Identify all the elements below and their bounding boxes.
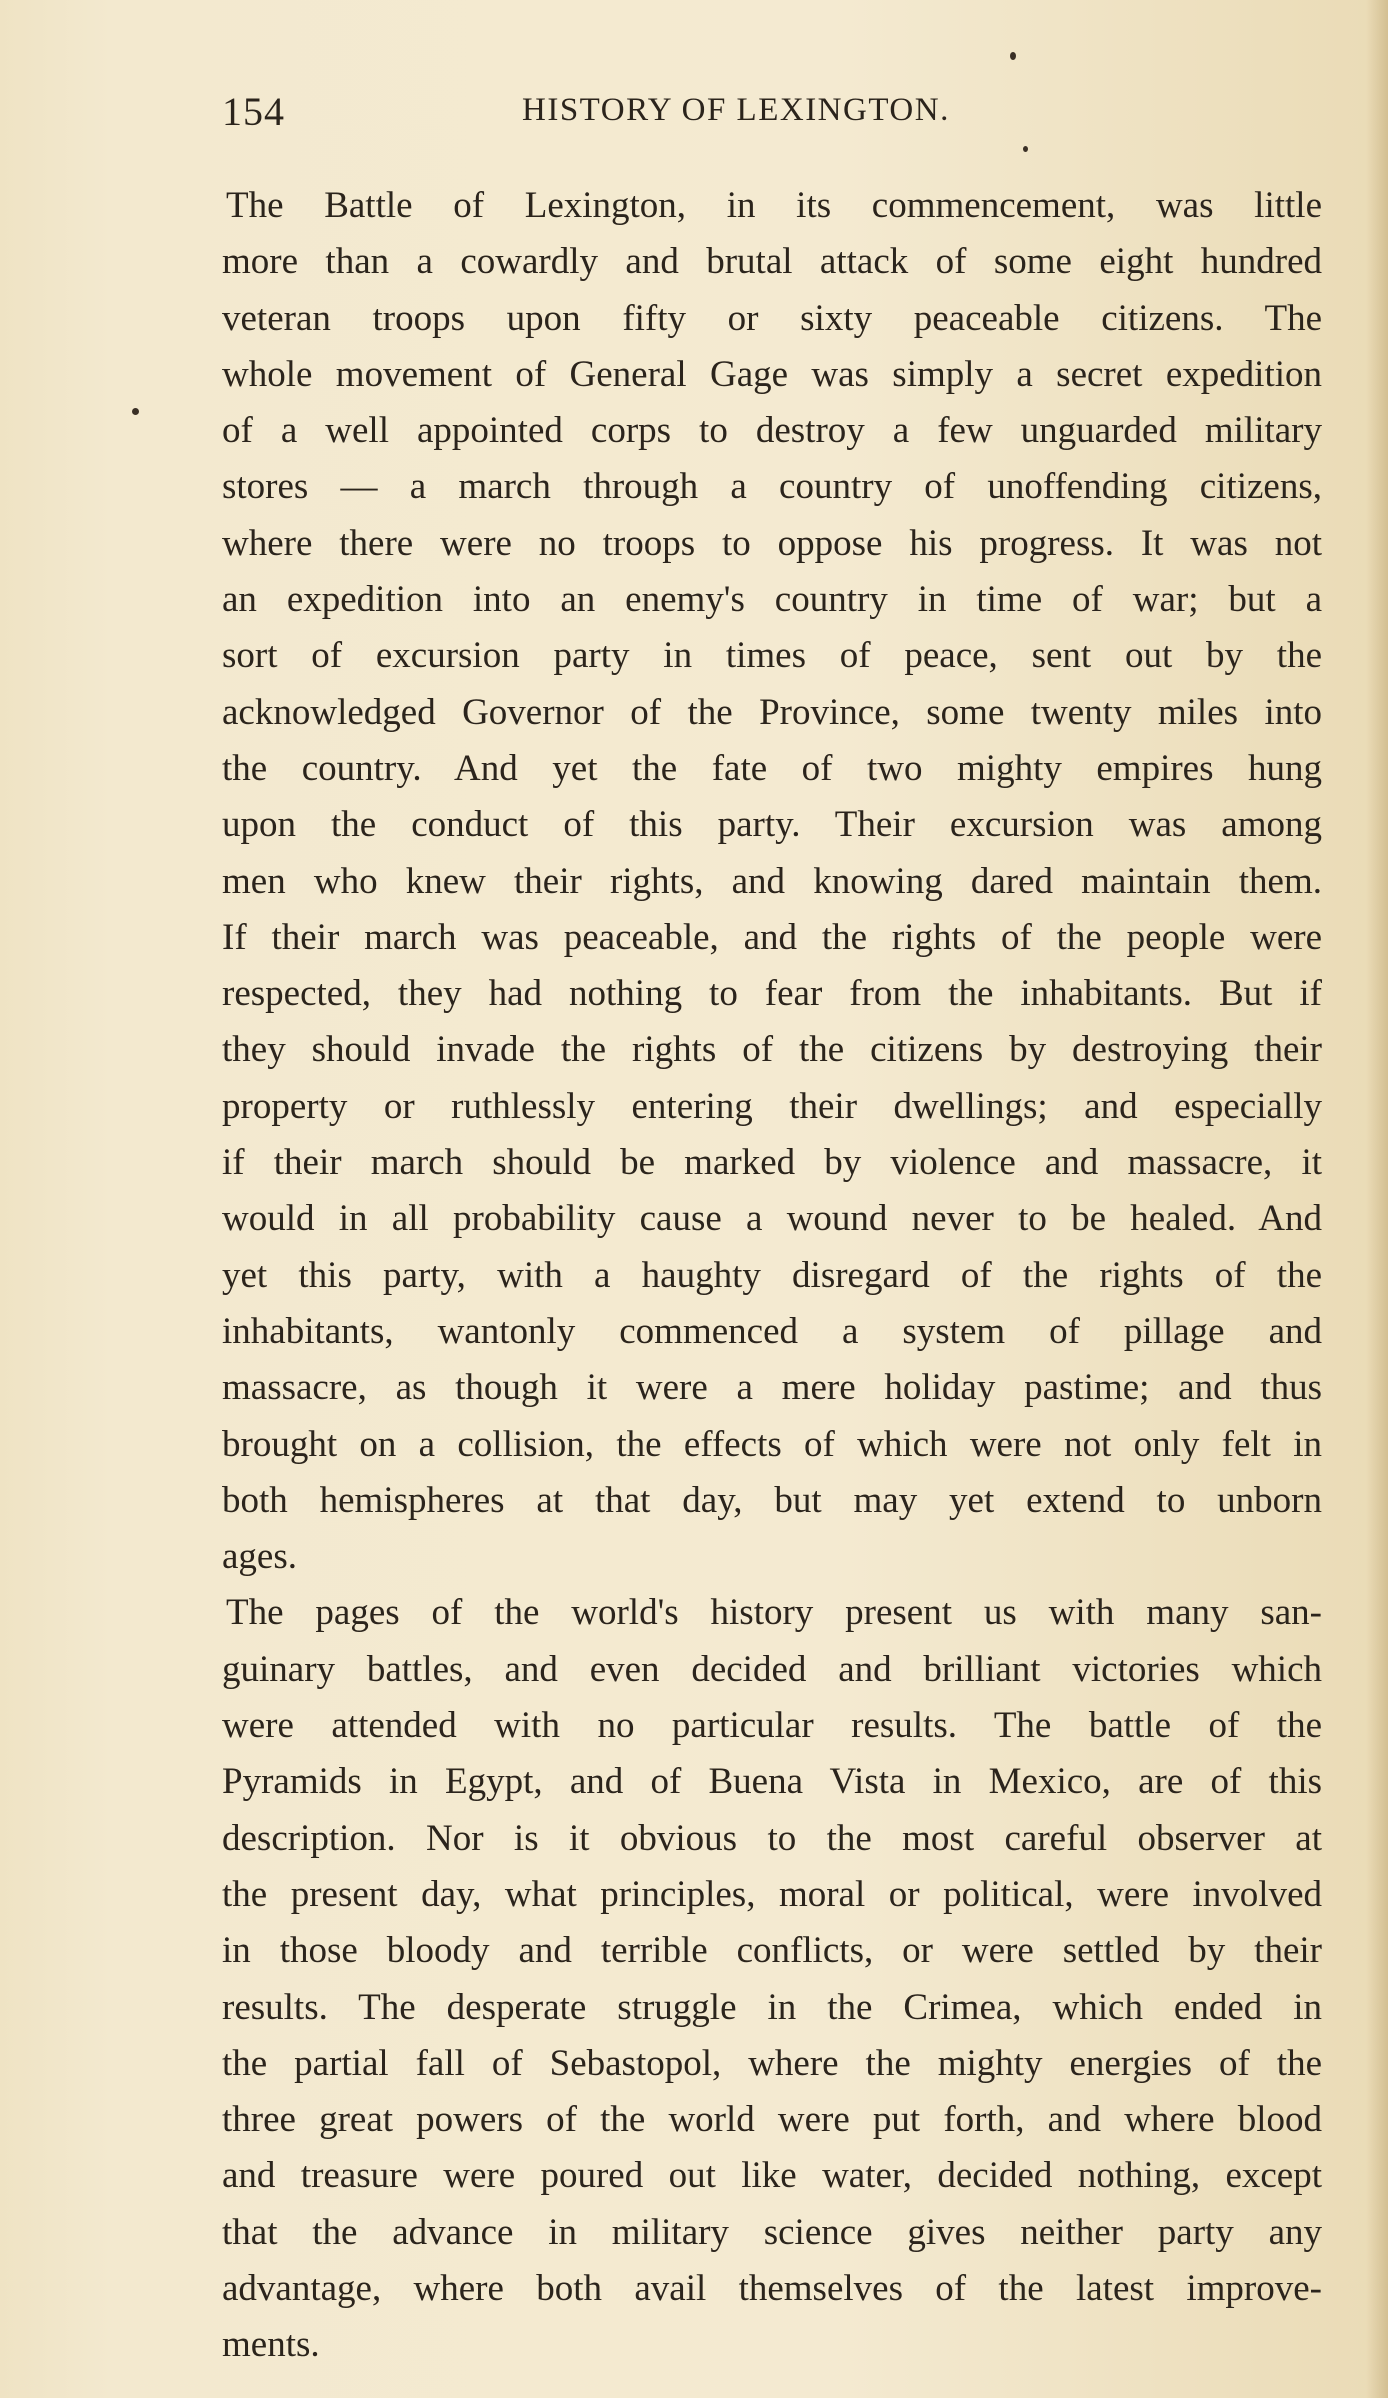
text-line: brought on a collision, the effects of which were not only felt in	[222, 1423, 1322, 1465]
text-line: massacre, as though it were a mere holiday pastime; and thus	[222, 1367, 1322, 1409]
text-line: where there were no troops to oppose his progress. It was not	[222, 522, 1322, 564]
text-line: in those bloody and terrible conflicts, or were settled by their	[222, 1930, 1322, 1972]
text-line: would in all probability cause a wound never to be healed. And	[222, 1198, 1322, 1240]
text-line: If their march was peaceable, and the rights of the people were	[222, 916, 1322, 958]
text-line: inhabitants, wantonly commenced a system of pillage and	[222, 1310, 1322, 1352]
text-line: sort of excursion party in times of peace, sent out by the	[222, 635, 1322, 677]
text-line: The pages of the world's history present us with many san-	[226, 1592, 1322, 1634]
text-line: stores — a march through a country of unoffending citizens,	[222, 466, 1322, 508]
text-line: property or ruthlessly entering their dwellings; and especially	[222, 1085, 1322, 1127]
text-line: an expedition into an enemy's country in time of war; but a	[222, 579, 1322, 621]
text-line: results. The desperate struggle in the Crimea, which ended in	[222, 1986, 1322, 2028]
text-line: whole movement of General Gage was simply a secret expedition	[222, 353, 1322, 395]
body-text	[222, 178, 1322, 2374]
ink-speck	[132, 408, 139, 415]
text-line: and treasure were poured out like water, decided nothing, except	[222, 2155, 1322, 2197]
text-line: the country. And yet the fate of two mighty empires hung	[222, 747, 1322, 789]
text-line: three great powers of the world were put forth, and where blood	[222, 2099, 1322, 2141]
text-line: they should invade the rights of the citizens by destroying their	[222, 1029, 1322, 1071]
text-line: of a well appointed corps to destroy a few unguarded military	[222, 410, 1322, 452]
text-line: if their march should be marked by violence and massacre, it	[222, 1142, 1322, 1184]
text-line: yet this party, with a haughty disregard of the rights of the	[222, 1254, 1322, 1296]
text-line: both hemispheres at that day, but may yet extend to unborn	[222, 1479, 1322, 1521]
text-line: more than a cowardly and brutal attack of some eight hundred	[222, 241, 1322, 283]
text-line: the partial fall of Sebastopol, where the mighty energies of the	[222, 2042, 1322, 2084]
text-line: advantage, where both avail themselves of the latest improve-	[222, 2267, 1322, 2309]
text-line: acknowledged Governor of the Province, some twenty miles into	[222, 691, 1322, 733]
text-line: ages.	[222, 1536, 297, 1578]
text-line: that the advance in military science gives neither party any	[222, 2211, 1322, 2253]
text-line: were attended with no particular results. The battle of the	[222, 1705, 1322, 1747]
text-line: the present day, what principles, moral or political, were involved	[222, 1873, 1322, 1915]
page-number: 154	[222, 89, 285, 134]
text-line: upon the conduct of this party. Their excursion was among	[222, 804, 1322, 846]
paragraph-1	[222, 178, 1322, 1585]
text-line: respected, they had nothing to fear from the inhabitants. But if	[222, 973, 1322, 1015]
text-line: ments.	[222, 2324, 320, 2366]
running-head: HISTORY OF LEXINGTON.	[522, 92, 950, 128]
page-edge-shadow	[1366, 0, 1388, 2398]
text-line: men who knew their rights, and knowing dared maintain them.	[222, 860, 1322, 902]
text-line: description. Nor is it obvious to the most careful observer at	[222, 1817, 1322, 1859]
text-line: Pyramids in Egypt, and of Buena Vista in Mexico, are of this	[222, 1761, 1322, 1803]
text-line: The Battle of Lexington, in its commencement, was little	[226, 185, 1322, 226]
text-line: guinary battles, and even decided and brilliant victories which	[222, 1648, 1322, 1690]
paragraph-2	[222, 1585, 1322, 2373]
text-line: veteran troops upon fifty or sixty peaceable citizens. The	[222, 297, 1322, 339]
ink-speck	[1010, 52, 1016, 60]
page-header	[222, 88, 1232, 148]
